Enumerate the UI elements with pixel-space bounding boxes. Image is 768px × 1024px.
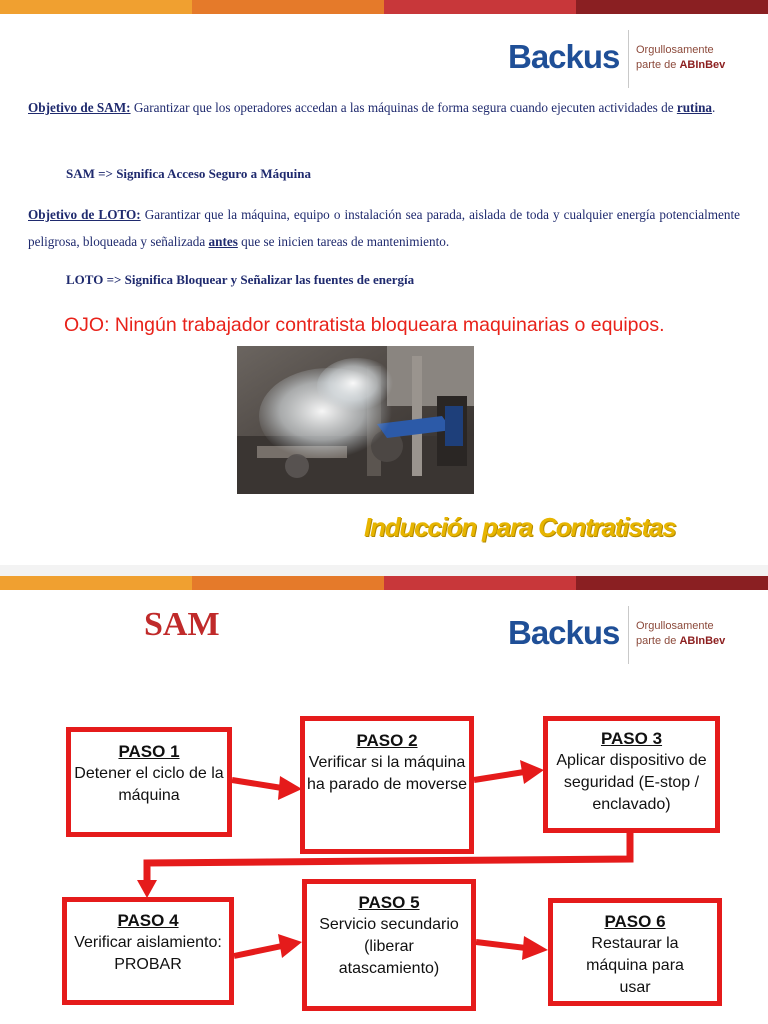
logo-tag-prefix: parte de xyxy=(636,59,677,71)
step-box-4 xyxy=(62,897,234,1005)
top-color-bar xyxy=(0,0,768,14)
sam-definition: SAM => Significa Acceso Seguro a Máquina xyxy=(66,166,311,181)
step-5-heading: PASO 5 xyxy=(358,893,420,912)
step-4-heading: PASO 4 xyxy=(117,911,179,930)
step-box-3 xyxy=(543,716,720,833)
logo-tagline xyxy=(636,43,725,73)
arrowhead-step4-to-step5 xyxy=(278,934,302,958)
loto-objective-emphasis: antes xyxy=(208,234,238,249)
arrow-step2-to-step3 xyxy=(474,772,524,780)
arrow-step4-to-step5 xyxy=(234,946,282,956)
logo-wordmark: Backus xyxy=(508,38,620,75)
step-box-2 xyxy=(300,716,474,854)
logo-tagline-line1: Orgullosamente xyxy=(636,44,714,56)
logo-wordmark: Backus xyxy=(508,614,620,651)
logo-tagline-line2 xyxy=(636,58,725,73)
backus-logo xyxy=(508,30,738,90)
logo-tag-brand: ABInBev xyxy=(679,59,726,71)
sam-steps-flowchart xyxy=(0,576,768,1024)
step-box-6 xyxy=(548,898,722,1006)
step-box-5 xyxy=(302,879,476,1011)
machine-steam-photo xyxy=(237,346,474,494)
step-6-heading: PASO 6 xyxy=(604,912,666,931)
logo-tag-brand: ABInBev xyxy=(679,635,726,647)
step-3-text: Aplicar dispositivo de seguridad (E-stop / enclavado) xyxy=(556,752,707,813)
logo-divider xyxy=(628,30,629,88)
contractor-warning: OJO: Ningún trabajador contratista bloqueara maquinarias o equipos. xyxy=(64,314,665,336)
sam-objective-text: Garantizar que los operadores accedan a las máquinas de forma segura cuando ejecuten actividades de xyxy=(130,100,677,115)
step-box-1 xyxy=(66,727,232,837)
loto-objective-text: Garantizar que la máquina, equipo o instalación sea parada, aislada de toda y cualquier energía potencialmente peligrosa, bloqueada y señalizada xyxy=(28,207,740,249)
step-3-heading: PASO 3 xyxy=(600,729,663,748)
step-2-heading: PASO 2 xyxy=(356,731,418,750)
slide-sam-steps xyxy=(0,576,768,1024)
sam-objective-emphasis: rutina xyxy=(676,100,713,115)
logo-tag-prefix: parte de xyxy=(636,635,677,647)
loto-objective-paragraph xyxy=(28,201,740,255)
loto-definition: LOTO => Significa Bloquear y Señalizar las fuentes de energía xyxy=(66,272,415,287)
arrowhead-step3-to-step4 xyxy=(137,880,157,898)
arrowhead-step1-to-step2 xyxy=(278,776,302,800)
sam-objective-paragraph xyxy=(28,94,740,121)
slide-title: SAM xyxy=(144,606,220,643)
arrow-step1-to-step2 xyxy=(232,780,282,788)
arrowhead-step2-to-step3 xyxy=(520,760,544,784)
step-5-text: Servicio secundario (liberar atascamiento) xyxy=(319,916,459,977)
step-1-text: Detener el ciclo de la máquina xyxy=(74,765,224,804)
step-2-text: Verificar si la máquina ha parado de moverse xyxy=(306,754,468,793)
logo-tagline-line1: Orgullosamente xyxy=(636,620,714,632)
sam-objective-label: Objetivo de SAM: xyxy=(28,100,131,115)
arrow-step5-to-step6 xyxy=(476,942,526,948)
induction-title: Inducción para Contratistas xyxy=(364,512,676,542)
arrowhead-step5-to-step6 xyxy=(522,936,548,960)
step-6-text: Restaurar la máquina para usar xyxy=(586,935,684,996)
sam-objective-end: . xyxy=(712,100,716,115)
step-4-text: Verificar aislamiento: PROBAR xyxy=(74,934,222,973)
loto-objective-label: Objetivo de LOTO: xyxy=(28,207,141,222)
step-1-heading: PASO 1 xyxy=(118,742,180,761)
slide-separator xyxy=(0,565,768,576)
loto-objective-end: que se inicien tareas de mantenimiento. xyxy=(237,234,450,249)
